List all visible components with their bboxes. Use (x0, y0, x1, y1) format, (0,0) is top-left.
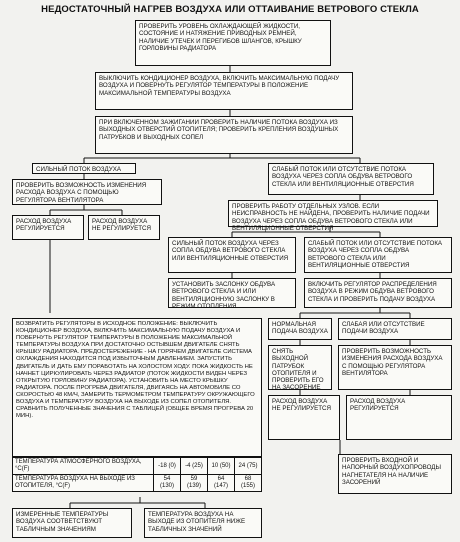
step-weak-or-no-flow: СЛАБАЯ ИЛИ ОТСУТСТВИЕ ПОДАЧИ ВОЗДУХА (338, 318, 452, 340)
table-cell: -18 (0) (154, 458, 181, 475)
step-flow-regulated-2: РАСХОД ВОЗДУХА РЕГУЛИРУЕТСЯ (346, 395, 452, 440)
table-cell: 59 (139) (181, 475, 208, 492)
step-ignition-check: ПРИ ВКЛЮЧЕННОМ ЗАЖИГАНИИ ПРОВЕРИТЬ НАЛИЧИЕ ПОТОКА ВОЗДУХА ИЗ ВЫХОДНЫХ ОТВЕРСТИЙ ОТОПИТЕЛЯ; ПРОВЕРИТЬ КРЕПЛЕНИЯ ВОЗДУШНЫХ ПАТРУБКОВ И ВЫХОДНЫХ СОПЕЛ (95, 116, 353, 154)
table-cell: -4 (25) (181, 458, 208, 475)
table-cell: 54 (130) (154, 475, 181, 492)
table-row-label: ТЕМПЕРАТУРА АТМОСФЕРНОГО ВОЗДУХА, °C(F) (13, 458, 154, 475)
table-row-label: ТЕМПЕРАТУРА ВОЗДУХА НА ВЫХОДЕ ИЗ ОТОПИТЕЛЯ, °C(F) (13, 475, 154, 492)
step-set-damper: УСТАНОВИТЬ ЗАСЛОНКУ ОБДУВА ВЕТРОВОГО СТЕКЛА И ИЛИ ВЕНТИЛЯЦИОННУЮ ЗАСЛОНКУ В РЕЖИМ ОТОПЛЕНИЯ (168, 278, 296, 308)
step-strong-flow: СИЛЬНЫЙ ПОТОК ВОЗДУХА (32, 163, 136, 174)
step-temps-low: ТЕМПЕРАТУРА ВОЗДУХА НА ВЫХОДЕ ИЗ ОТОПИТЕЛЯ НИЖЕ ТАБЛИЧНЫХ ЗНАЧЕНИЙ (144, 508, 262, 538)
table-cell: 64 (147) (208, 475, 235, 492)
step-check-coolant: ПРОВЕРИТЬ УРОВЕНЬ ОХЛАЖДАЮЩЕЙ ЖИДКОСТИ, СОСТОЯНИЕ И НАТЯЖЕНИЕ ПРИВОДНЫХ РЕМНЕЙ, НАЛИЧИЕ УТЕЧЕК И ПЕРЕГИБОВ ШЛАНГОВ, КРЫШКУ ГОРЛОВИНЫ РАДИАТОРА (135, 20, 331, 66)
page-title: НЕДОСТАТОЧНЫЙ НАГРЕВ ВОЗДУХА ИЛИ ОТТАИВАНИЕ ВЕТРОВОГО СТЕКЛА (41, 4, 419, 15)
step-strong-through-nozzles: СИЛЬНЫЙ ПОТОК ВОЗДУХА ЧЕРЕЗ СОПЛА ОБДУВА ВЕТРОВОГО СТЕКЛА ИЛИ ВЕНТИЛЯЦИОННЫЕ ОТВЕРСТИЯ (168, 237, 296, 273)
step-check-controls: ПРОВЕРИТЬ РАБОТУ ОТДЕЛЬНЫХ УЗЛОВ. ЕСЛИ НЕИСПРАВНОСТЬ НЕ НАЙДЕНА, ПРОВЕРИТЬ НАЛИЧИЕ ПОДАЧИ ВОЗДУХА ЧЕРЕЗ СОПЛА ОБДУВА ВЕТРОВОГО СТЕКЛА ИЛИ ВЕНТИЛЯЦИОННЫЕ ОТВЕРСТИЯ (228, 200, 438, 227)
temperature-table (12, 457, 262, 492)
table-cell: 10 (50) (208, 458, 235, 475)
step-normal-flow: НОРМАЛЬНАЯ ПОДАЧА ВОЗДУХА (268, 318, 332, 340)
step-ac-off: ВЫКЛЮЧИТЬ КОНДИЦИОНЕР ВОЗДУХА, ВКЛЮЧИТЬ МАКСИМАЛЬНУЮ ПОДАЧУ ВОЗДУХА И ПОВЕРНУТЬ РЕГУЛЯТОР ТЕМПЕРАТУРЫ В ПОЛОЖЕНИЕ МАКСИМАЛЬНОЙ ТЕМПЕРАТУРЫ ВОЗДУХА (95, 72, 353, 110)
table-row (13, 475, 262, 492)
step-remove-outlet: СНЯТЬ ВЫХОДНОЙ ПАТРУБОК ОТОПИТЕЛЯ И ПРОВЕРИТЬ ЕГО НА ЗАСОРЕНИЕ (268, 345, 332, 390)
table-cell: 68 (155) (235, 475, 262, 492)
step-flow-not-regulated: РАСХОД ВОЗДУХА НЕ РЕГУЛИРУЕТСЯ (88, 215, 160, 240)
table-cell: 24 (75) (235, 458, 262, 475)
step-check-hoses: ПРОВЕРИТЬ ВХОДНОЙ И НАПОРНЫЙ ВОЗДУХОПРОВОДЫ НАГНЕТАТЕЛЯ НА НАЛИЧИЕ ЗАСОРЕНИЙ (338, 454, 452, 494)
step-check-fan-speed: ПРОВЕРИТЬ ВОЗМОЖНОСТЬ ИЗМЕНЕНИЯ РАСХОДА ВОЗДУХА С ПОМОЩЬЮ РЕГУЛЯТОРА ВЕНТИЛЯТОРА (12, 179, 162, 205)
step-return-controls: ВОЗВРАТИТЬ РЕГУЛЯТОРЫ В ИСХОДНОЕ ПОЛОЖЕНИЕ: ВЫКЛЮЧИТЬ КОНДИЦИОНЕР ВОЗДУХА, ВКЛЮЧИТЬ МАКСИМАЛЬНУЮ ПОДАЧУ ВОЗДУХА И ПОВЕРНУТЬ РЕГУЛЯТОР ТЕМПЕРАТУРЫ В ПОЛОЖЕНИЕ МАКСИМАЛЬНОЙ ТЕМПЕРАТУРЫ ВОЗДУХА ПРИ ДОСТАТОЧНО ОСТЫВШЕМ ДВИГАТЕЛЕ СНЯТЬ КРЫШКУ РАДИАТОРА. ПРЕДОСТЕРЕЖЕНИЕ - НА ГОРЯЧЕМ ДВИГАТЕЛЕ СИСТЕМА ОХЛАЖДЕНИЯ НАХОДИТСЯ ПОД ИЗБЫТОЧНЫМ ДАВЛЕНИЕМ. ЗАПУСТИТЬ ДВИГАТЕЛЬ И ДАТЬ ЕМУ ПОРАБОТАТЬ НА ХОЛОСТОМ ХОДУ. ПОКА ЖИДКОСТЬ НЕ НАЧНЕТ ЦИРКУЛИРОВАТЬ ЧЕРЕЗ РАДИАТОР (ПОТОК ЖИДКОСТИ ВИДЕН ЧЕРЕЗ ОТКРЫТУЮ ГОРЛОВИНУ РАДИАТОРА). УСТАНОВИТЬ НА МЕСТО КРЫШКУ РАДИАТОРА. ПОСЛЕ ПРОГРЕВА ДВИГАТЕЛЯ, ДВИГАЯСЬ НА АВТОМОБИЛЕ СО СКОРОСТЬЮ 48 КМ/Ч, ЗАМЕРИТЬ ТЕРМОМЕТРОМ ТЕМПЕРАТУРУ ОКРУЖАЮЩЕГО ВОЗДУХА И ТЕМПЕРАТУРУ ВОЗДУХА НА ВЫХОДЕ ИЗ СОПЕЛ ОТОПИТЕЛЯ. СРАВНИТЬ ПОЛУЧЕННЫЕ ЗНАЧЕНИЯ С ТАБЛИЦЕЙ (ОБЩЕЕ ВРЕМЯ ПРОГРЕВА 20 МИН). (12, 318, 262, 457)
step-weak-flow: СЛАБЫЙ ПОТОК ИЛИ ОТСУТСТВИЕ ПОТОКА ВОЗДУХА ЧЕРЕЗ СОПЛА ОБДУВА ВЕТРОВОГО СТЕКЛА ИЛИ ВЕНТИЛЯЦИОННЫЕ ОТВЕРСТИЯ (268, 163, 434, 195)
step-check-fan-speed-2: ПРОВЕРИТЬ ВОЗМОЖНОСТЬ ИЗМЕНЕНИЯ РАСХОДА ВОЗДУХА С ПОМОЩЬЮ РЕГУЛЯТОРА ВЕНТИЛЯТОРА (338, 345, 452, 390)
step-flow-regulated: РАСХОД ВОЗДУХА РЕГУЛИРУЕТСЯ (12, 215, 84, 240)
step-weak-through-nozzles: СЛАБЫЙ ПОТОК ИЛИ ОТСУТСТВИЕ ПОТОКА ВОЗДУХА ЧЕРЕЗ СОПЛА ОБДУВА ВЕТРОВОГО СТЕКЛА ИЛИ ВЕНТИЛЯЦИОННЫЕ ОТВЕРСТИЯ (304, 237, 452, 273)
step-flow-not-regulated-2: РАСХОД ВОЗДУХА НЕ РЕГУЛИРУЕТСЯ (268, 395, 340, 440)
table-row (13, 458, 262, 475)
step-set-distribution: ВКЛЮЧИТЬ РЕГУЛЯТОР РАСПРЕДЕЛЕНИЯ ВОЗДУХА В РЕЖИМ ОБДУВА ВЕТРОВОГО СТЕКЛА И ПРОВЕРИТЬ ПОДАЧУ ВОЗДУХА (304, 278, 452, 308)
step-temps-match: ИЗМЕРЕННЫЕ ТЕМПЕРАТУРЫ ВОЗДУХА СООТВЕТСТВУЮТ ТАБЛИЧНЫМ ЗНАЧЕНИЯМ (12, 508, 132, 538)
